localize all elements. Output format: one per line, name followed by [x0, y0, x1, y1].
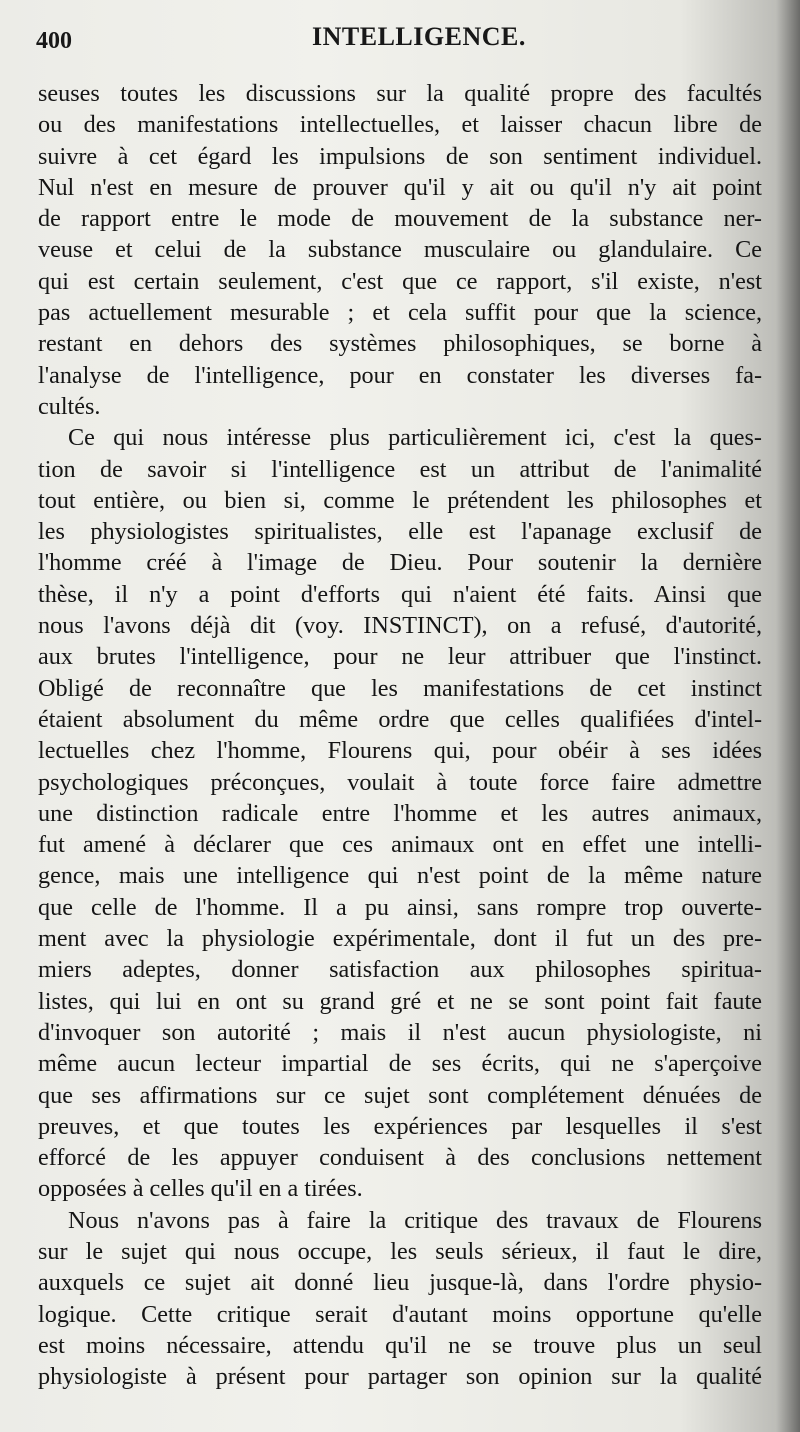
text-line: l'homme créé à l'image de Dieu. Pour soutenir la dernière: [38, 549, 762, 577]
text-line: d'invoquer son autorité ; mais il n'est aucun physiologiste, ni: [38, 1018, 762, 1046]
page-number: 400: [36, 28, 72, 54]
text-line: preuves, et que toutes les expériences par lesquelles il s'est: [38, 1112, 762, 1140]
paragraph: [38, 78, 762, 422]
text-line: auxquels ce sujet ait donné lieu jusque-là, dans l'ordre physio-: [38, 1269, 762, 1297]
text-line: efforcé de les appuyer conduisent à des conclusions nettement: [38, 1144, 762, 1172]
text-line: Nul n'est en mesure de prouver qu'il y ait ou qu'il n'y ait point: [38, 173, 762, 201]
text-line: listes, qui lui en ont su grand gré et ne se sont point fait faute: [38, 987, 762, 1015]
text-line: gence, mais une intelligence qui n'est point de la même nature: [38, 862, 762, 890]
text-line: physiologiste à présent pour partager son opinion sur la qualité: [38, 1363, 762, 1391]
text-line: tion de savoir si l'intelligence est un attribut de l'animalité: [38, 455, 762, 483]
running-head: [36, 22, 776, 56]
text-line: est moins nécessaire, attendu qu'il ne se trouve plus un seul: [38, 1331, 762, 1359]
body-text: [38, 78, 762, 1392]
text-line: sur le sujet qui nous occupe, les seuls sérieux, il faut le dire,: [38, 1237, 762, 1265]
text-line: même aucun lecteur impartial de ses écrits, qui ne s'aperçoive: [38, 1050, 762, 1078]
text-line: lectuelles chez l'homme, Flourens qui, pour obéir à ses idées: [38, 737, 762, 765]
text-line: qui est certain seulement, c'est que ce rapport, s'il existe, n'est: [38, 267, 762, 295]
text-line: étaient absolument du même ordre que celles qualifiées d'intel-: [38, 705, 762, 733]
text-line: Ce qui nous intéresse plus particulièrement ici, c'est la ques-: [68, 424, 762, 452]
text-line: restant en dehors des systèmes philosophiques, se borne à: [38, 330, 762, 358]
text-line: suivre à cet égard les impulsions de son sentiment individuel.: [38, 142, 762, 170]
text-line: fut amené à déclarer que ces animaux ont en effet une intelli-: [38, 831, 762, 859]
text-line: logique. Cette critique serait d'autant moins opportune qu'elle: [38, 1300, 762, 1328]
text-line: Nous n'avons pas à faire la critique des travaux de Flourens: [68, 1206, 762, 1234]
text-line: thèse, il n'y a point d'efforts qui n'aient été faits. Ainsi que: [38, 580, 762, 608]
text-line: que ses affirmations sur ce sujet sont complétement dénuées de: [38, 1081, 762, 1109]
text-line: aux brutes l'intelligence, pour ne leur attribuer que l'instinct.: [38, 643, 762, 671]
text-line: miers adeptes, donner satisfaction aux philosophes spiritua-: [38, 956, 762, 984]
text-line: l'analyse de l'intelligence, pour en constater les diverses fa-: [38, 361, 762, 389]
text-line: les physiologistes spiritualistes, elle est l'apanage exclusif de: [38, 518, 762, 546]
paragraph: [38, 422, 762, 1204]
text-line: cultés.: [38, 392, 101, 420]
text-line: Obligé de reconnaître que les manifestations de cet instinct: [38, 674, 762, 702]
text-line: une distinction radicale entre l'homme et les autres animaux,: [38, 799, 762, 827]
text-line: seuses toutes les discussions sur la qualité propre des facultés: [38, 80, 762, 107]
text-line: que celle de l'homme. Il a pu ainsi, sans rompre trop ouverte-: [38, 893, 762, 921]
paragraph: [38, 1205, 762, 1393]
text-line: tout entière, ou bien si, comme le prétendent les philosophes et: [38, 486, 762, 514]
text-line: opposées à celles qu'il en a tirées.: [38, 1175, 363, 1203]
text-line: veuse et celui de la substance musculaire ou glandulaire. Ce: [38, 236, 762, 264]
text-line: ment avec la physiologie expérimentale, dont il fut un des pre-: [38, 925, 762, 953]
text-line: ou des manifestations intellectuelles, et laisser chacun libre de: [38, 111, 762, 139]
text-line: de rapport entre le mode de mouvement de la substance ner-: [38, 205, 762, 233]
text-line: pas actuellement mesurable ; et cela suffit pour que la science,: [38, 299, 762, 327]
text-line: psychologiques préconçues, voulait à toute force faire admettre: [38, 768, 762, 796]
text-line: nous l'avons déjà dit (voy. INSTINCT), on a refusé, d'autorité,: [38, 612, 762, 640]
page-title: INTELLIGENCE.: [312, 22, 526, 51]
